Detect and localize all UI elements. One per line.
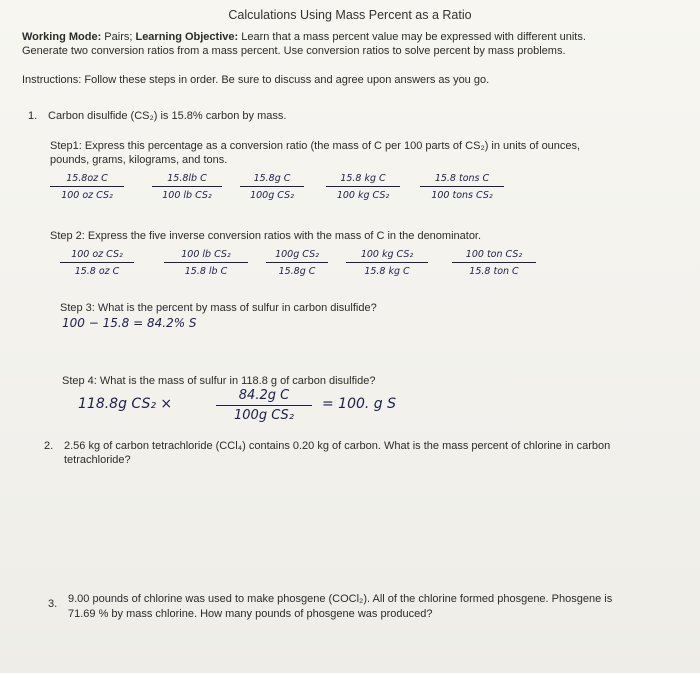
step4-given: 118.8g CS₂ × [78,396,173,412]
q1-number: 1. [28,110,38,122]
q1-text: Carbon disulfide (CS₂) is 15.8% carbon by mass. [48,110,287,122]
step1-ratio-kg: 15.8 kg C 100 kg CS₂ [326,172,400,202]
step1-ratio-tons: 15.8 tons C 100 tons CS₂ [420,172,504,202]
step1-ratio-g: 15.8g C 100g CS₂ [240,172,304,202]
q1-step3: Step 3: What is the percent by mass of sulfur in carbon disulfide? [60,302,377,314]
step2-ratio-oz: 100 oz CS₂ 15.8 oz C [60,248,134,278]
step1-ratio-oz: 15.8oz C 100 oz CS₂ [50,172,124,202]
q3-line1: 9.00 pounds of chlorine was used to make phosgene (COCl₂). All of the chlorine formed phosgene. Phosgene is [68,593,613,605]
learning-objective-label: Learning Objective: [135,31,239,43]
q2-number: 2. [44,440,54,452]
step2-ratio-g: 100g CS₂ 15.8g C [266,248,328,278]
learning-objective-line2: Generate two conversion ratios from a mass percent. Use conversion ratios to solve percent by mass problems. [22,45,566,57]
step2-ratio-lb: 100 lb CS₂ 15.8 lb C [164,248,248,278]
step4-result: = 100. g S [322,396,397,412]
step1-ratio-lb: 15.8lb C 100 lb CS₂ [152,172,222,202]
instructions: Instructions: Follow these steps in order. Be sure to discuss and agree upon answers as you go. [22,74,490,86]
q1-step1-line2: pounds, grams, kilograms, and tons. [50,154,228,166]
working-mode-label: Working Mode: [22,31,102,43]
q2-line1: 2.56 kg of carbon tetrachloride (CCl₄) contains 0.20 kg of carbon. What is the mass percent of chlorine in carbon [64,440,611,452]
q2-line2: tetrachloride? [64,454,131,466]
q1-step4: Step 4: What is the mass of sulfur in 118.8 g of carbon disulfide? [62,375,376,387]
q1-step1-line1: Step1: Express this percentage as a conversion ratio (the mass of C per 100 parts of CS₂) in units of ounces, [50,140,581,152]
q3-number: 3. [48,598,58,610]
step2-ratio-kg: 100 kg CS₂ 15.8 kg C [346,248,428,278]
q3-line2: 71.69 % by mass chlorine. How many pounds of phosgene was produced? [68,608,433,620]
step3-answer: 100 − 15.8 = 84.2% S [62,316,197,330]
page-title: Calculations Using Mass Percent as a Ratio [228,8,472,22]
working-mode-line [22,31,586,44]
step4-fraction: 84.2g C 100g CS₂ [216,388,312,424]
working-mode-value: Pairs; [101,31,136,43]
learning-objective-text: Learn that a mass percent value may be expressed with different units. [238,31,586,43]
step2-ratio-ton: 100 ton CS₂ 15.8 ton C [452,248,536,278]
q1-step2: Step 2: Express the five inverse conversion ratios with the mass of C in the denominator. [50,230,482,242]
